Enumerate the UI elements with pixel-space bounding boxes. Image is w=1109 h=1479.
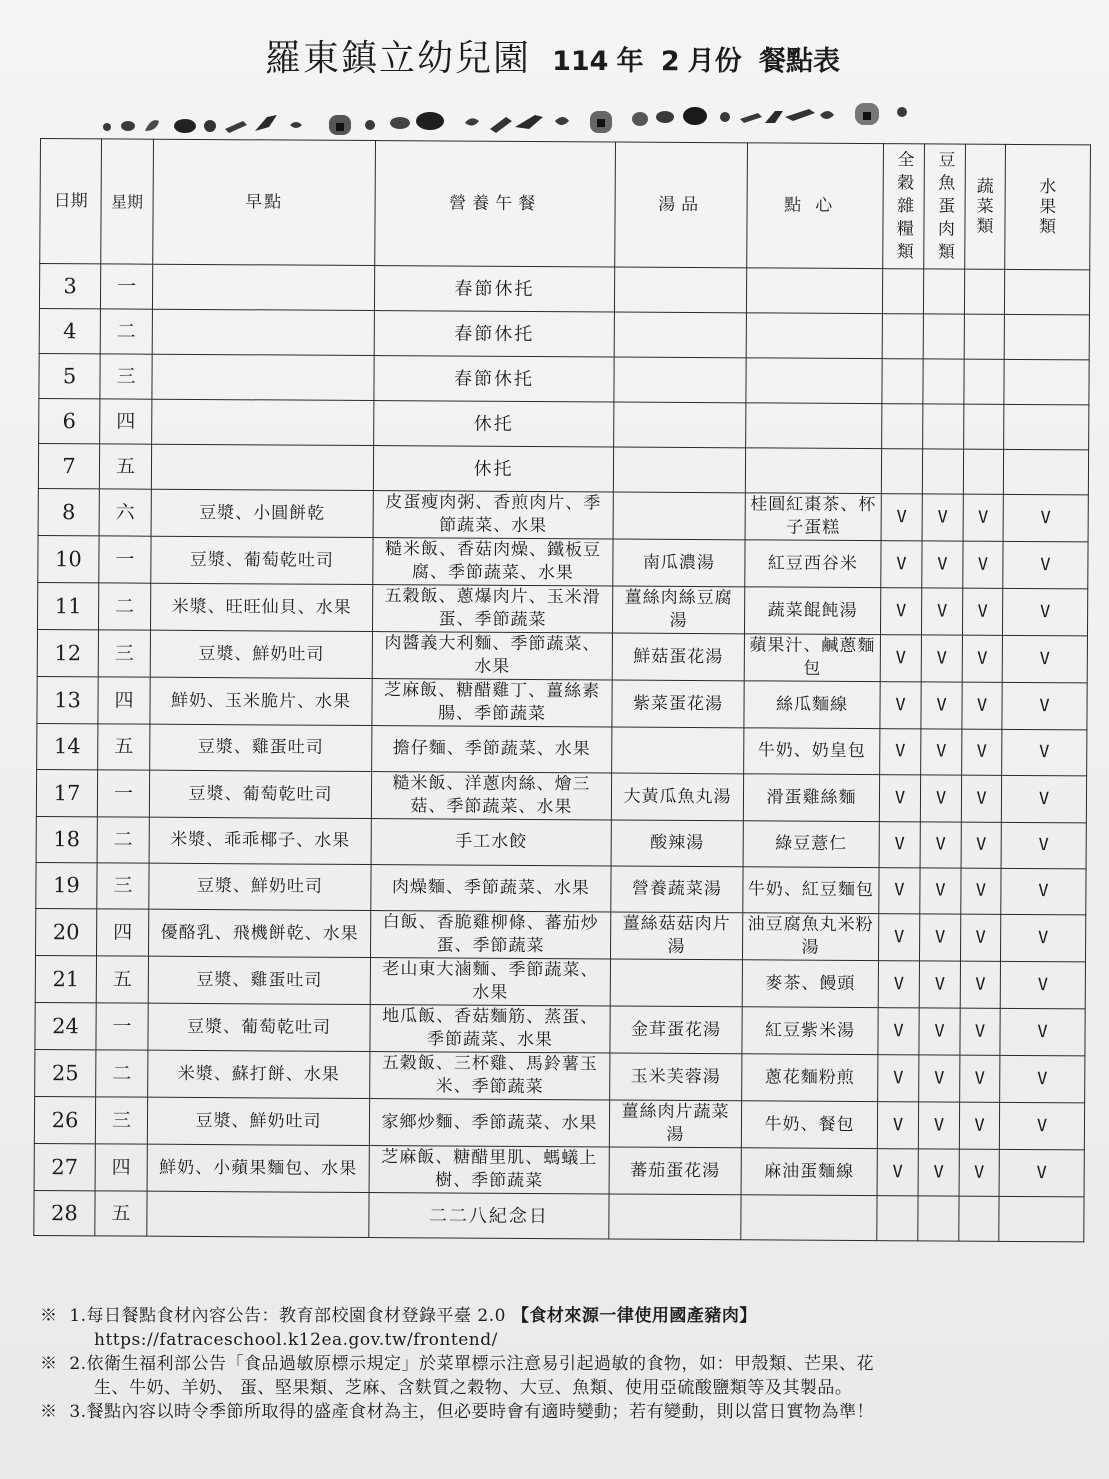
date-cell: 24 [35,1002,96,1049]
fruit-check: V [1000,914,1085,962]
lunch-cell: 手工水餃 [371,819,611,866]
lunch-cell: 五穀飯、蔥爆肉片、玉米滑蛋、季節蔬菜 [372,585,612,633]
fruit-check [999,1196,1084,1242]
breakfast-cell [147,1191,369,1237]
note-mark: ※ [40,1402,58,1422]
grain-check: V [881,494,922,541]
fruit-check: V [1002,682,1087,730]
snack-cell [741,1195,877,1241]
fruit-check [1004,359,1089,405]
date-cell: 8 [38,488,99,535]
date-cell: 10 [38,535,99,582]
lunch-cell: 春節休托 [374,311,614,357]
header-protein-label: 豆魚蛋肉類 [937,149,956,263]
weekday-cell: 一 [100,264,152,309]
fruit-check: V [1001,775,1086,823]
soup-cell: 蕃茄蛋花湯 [609,1147,741,1195]
table-row [35,1002,1085,1055]
snack-cell: 牛奶、餐包 [741,1101,877,1149]
date-cell: 4 [39,308,100,353]
vegetable-check: V [960,914,1000,961]
protein-check [923,404,964,449]
snack-cell: 蔬菜餛飩湯 [744,587,880,635]
vegetable-check: V [960,1055,1000,1102]
snack-cell [746,403,882,449]
lunch-cell: 老山東大滷麵、季節蔬菜、水果 [370,958,610,1006]
snack-cell [746,268,882,314]
soup-cell: 酸辣湯 [611,820,743,867]
vegetable-check: V [963,494,1003,541]
grain-check [881,449,922,494]
fruit-check: V [1003,541,1088,589]
fruit-check: V [999,1149,1084,1197]
protein-check [918,1196,959,1241]
snack-cell: 綠豆薏仁 [743,821,879,868]
snack-cell: 桂圓紅棗茶、杯子蛋糕 [745,493,881,541]
protein-check: V [922,541,963,588]
soup-cell [614,267,746,313]
vegetable-check: V [962,682,1002,729]
header-grain-label: 全穀雜糧類 [896,149,915,262]
lunch-cell: 地瓜飯、香菇麵筋、蒸蛋、季節蔬菜、水果 [370,1005,610,1053]
vegetable-check: V [963,541,1003,588]
grain-check: V [878,914,919,961]
snack-cell: 蘋果汁、鹹蔥麵包 [744,634,880,682]
weekday-cell: 三 [97,863,149,909]
breakfast-cell: 豆漿、雞蛋吐司 [148,956,370,1004]
protein-check: V [922,494,963,541]
grain-check: V [879,868,920,914]
lunch-cell: 肉醬義大利麵、季節蔬菜、水果 [372,632,612,680]
protein-check: V [918,1149,959,1196]
snack-cell: 牛奶、紅豆麵包 [743,867,879,914]
protein-check [923,359,964,404]
grain-check: V [878,1055,919,1102]
table-row [34,1190,1084,1241]
table-row [38,535,1088,588]
breakfast-cell: 豆漿、小圓餅乾 [151,489,373,537]
date-cell: 18 [36,816,97,862]
protein-check: V [921,588,962,635]
breakfast-cell: 豆漿、鮮奶吐司 [150,630,372,678]
table-row [39,308,1089,359]
header-fruit [1005,144,1091,270]
header-vegetable-label: 蔬菜類 [976,176,994,237]
lunch-cell: 五穀飯、三杯雞、馬鈴薯玉米、季節蔬菜 [370,1052,610,1100]
soup-cell [613,447,745,493]
vegetable-check: V [962,729,1002,775]
lunch-cell: 芝麻飯、糖醋雞丁、薑絲素腸、季節蔬菜 [372,679,612,727]
protein-check [923,269,964,314]
soup-cell [614,402,746,448]
vegetable-check: V [960,1008,1000,1055]
soup-cell: 紫菜蛋花湯 [612,680,744,728]
table-row [34,1096,1084,1149]
header-grain [883,144,925,269]
lunch-cell: 糙米飯、香菇肉燥、鐵板豆腐、季節蔬菜、水果 [373,538,613,586]
fruit-check: V [1000,961,1085,1009]
table-row [39,264,1089,315]
grain-check: V [878,961,919,1008]
lunch-cell: 二二八紀念日 [369,1193,609,1239]
grain-check: V [879,775,920,822]
weekday-cell: 二 [96,1050,148,1097]
fruit-check: V [1000,1008,1085,1056]
table-row [37,582,1087,635]
note-2-text-a: 2.依衛生福利部公告「食品過敏原標示規定」於菜單標示注意易引起過敏的食物，如：甲殼類、芒果、花 [69,1354,875,1374]
snack-cell [746,313,882,359]
table-row [39,398,1089,449]
protein-check: V [920,822,961,868]
date-cell: 27 [34,1143,95,1190]
breakfast-cell: 優酪乳、飛機餅乾、水果 [149,909,371,957]
date-cell: 5 [39,353,100,398]
breakfast-cell: 鮮奶、小蘋果麵包、水果 [147,1144,369,1192]
header-lunch: 營養午餐 [375,141,616,267]
header-snack: 點心 [747,143,884,269]
note-mark: ※ [40,1306,58,1326]
vegetable-check: V [961,822,1001,868]
date-cell: 7 [38,443,99,488]
lunch-cell: 芝麻飯、糖醋里肌、螞蟻上樹、季節蔬菜 [369,1146,609,1194]
grain-check [882,404,923,449]
grain-check [882,314,923,359]
grain-check: V [877,1102,918,1149]
soup-cell: 玉米芙蓉湯 [610,1053,742,1101]
date-cell: 17 [36,769,97,816]
protein-check: V [919,961,960,1008]
breakfast-cell: 米漿、蘇打餅、水果 [148,1050,370,1098]
table-row [35,955,1085,1008]
lunch-cell: 休托 [374,401,614,447]
table-row [38,443,1088,494]
date-cell: 12 [37,629,98,676]
table-row [36,862,1086,914]
document-name: 餐點表 [759,46,841,77]
fruit-check [1004,404,1089,450]
vegetable-check [964,359,1004,404]
year-unit: 年 [616,46,644,77]
lunch-cell: 白飯、香脆雞柳條、蕃茄炒蛋、季節蔬菜 [370,911,610,959]
note-3 [40,1400,1090,1424]
protein-check [923,314,964,359]
soup-cell: 薑絲菇菇肉片湯 [610,912,742,960]
date-cell: 11 [37,582,98,629]
weekday-cell: 三 [95,1097,147,1144]
snack-cell: 滑蛋雞絲麵 [743,774,879,822]
grain-check: V [881,541,922,588]
meal-schedule-table [33,138,1091,1242]
vegetable-check: V [962,588,1002,635]
date-cell: 28 [34,1190,95,1235]
protein-check: V [921,682,962,729]
vegetable-check [963,449,1003,494]
snack-cell: 麻油蛋麵線 [741,1148,877,1196]
breakfast-cell: 豆漿、葡萄乾吐司 [148,1003,370,1051]
month-value: 2 [660,46,680,77]
date-cell: 14 [37,723,98,769]
snack-cell: 牛奶、奶皇包 [744,728,880,775]
weekday-cell: 五 [95,1191,147,1236]
weekday-cell: 四 [97,909,149,956]
table-row [37,723,1087,775]
table-row [39,353,1089,404]
weekday-cell: 四 [98,677,150,724]
soup-cell [609,1194,741,1240]
lunch-cell: 春節休托 [374,266,614,312]
breakfast-cell [151,444,373,490]
grain-check: V [878,1008,919,1055]
table-body [34,264,1090,1242]
header-weekday: 星期 [101,139,154,264]
fruit-check [1004,269,1089,315]
lunch-cell: 春節休托 [374,356,614,402]
header-breakfast: 早點 [153,139,376,265]
table-row [36,816,1086,868]
weekday-cell: 四 [100,399,152,444]
date-cell: 25 [35,1049,96,1096]
snack-cell: 紅豆紫米湯 [742,1007,878,1055]
year-value: 114 [552,46,609,77]
protein-check: V [921,635,962,682]
fruit-check: V [1001,868,1086,915]
date-cell: 20 [36,908,97,955]
protein-check: V [919,914,960,961]
soup-cell [614,357,746,403]
weekday-cell: 三 [98,630,150,677]
grain-check: V [877,1149,918,1196]
vegetable-check [964,269,1004,314]
soup-cell: 金茸蛋花湯 [610,1006,742,1054]
weekday-cell: 一 [99,536,151,583]
protein-check: V [920,775,961,822]
vegetable-check: V [961,775,1001,822]
vegetable-check [959,1196,999,1241]
soup-cell: 鮮菇蛋花湯 [612,633,744,681]
soup-cell [612,727,744,774]
vegetable-check: V [959,1149,999,1196]
breakfast-cell [152,264,374,310]
grain-check: V [880,682,921,729]
weekday-cell: 三 [100,354,152,399]
vegetable-check: V [960,961,1000,1008]
snack-cell: 油豆腐魚丸米粉湯 [742,913,878,961]
footnotes [40,1304,1090,1424]
breakfast-cell: 豆漿、鮮奶吐司 [147,1097,369,1145]
vegetable-check: V [962,635,1002,682]
protein-check: V [919,1008,960,1055]
breakfast-cell: 豆漿、葡萄乾吐司 [151,536,373,584]
header-protein [924,144,966,269]
snack-cell [746,358,882,404]
fruit-check: V [1002,729,1087,776]
soup-cell [613,492,745,540]
grain-check: V [879,822,920,868]
breakfast-cell [152,399,374,445]
weekday-cell: 五 [99,444,151,489]
breakfast-cell: 米漿、乖乖椰子、水果 [149,817,371,864]
soup-cell: 薑絲肉絲豆腐湯 [612,586,744,634]
table-row [36,908,1086,961]
fruit-check: V [1002,635,1087,683]
weekday-cell: 二 [97,817,149,863]
table-row [38,488,1088,541]
note-2 [40,1352,1090,1376]
page-title [0,30,1109,81]
table-row [34,1143,1084,1196]
weekday-cell: 五 [96,956,148,1003]
protein-check: V [920,868,961,914]
year-month-label [548,46,844,77]
lunch-cell: 擔仔麵、季節蔬菜、水果 [372,726,612,773]
date-cell: 26 [34,1096,95,1143]
weekday-cell: 五 [98,724,150,770]
breakfast-cell: 豆漿、葡萄乾吐司 [149,770,371,818]
table-header-row [40,139,1091,270]
weekday-cell: 一 [96,1003,148,1050]
weekday-cell: 二 [98,583,150,630]
header-date: 日期 [40,139,102,264]
note-2-continued: 生、牛奶、羊奶、 蛋、堅果類、芝麻、含麩質之穀物、大豆、魚類、使用亞硫酸鹽類等及其製品。 [94,1378,853,1398]
date-cell: 13 [37,676,98,723]
protein-check: V [918,1102,959,1149]
note-mark: ※ [40,1354,58,1374]
date-cell: 6 [39,398,100,443]
protein-check: V [921,729,962,775]
snack-cell: 絲瓜麵線 [744,681,880,729]
header-fruit-label: 水果類 [1038,177,1057,238]
breakfast-cell: 豆漿、雞蛋吐司 [150,724,372,771]
table-row [37,676,1087,729]
snack-cell: 紅豆西谷米 [745,540,881,588]
table-row [37,629,1087,682]
vegetable-check: V [961,868,1001,914]
lunch-cell: 肉燥麵、季節蔬菜、水果 [371,865,611,912]
date-cell: 21 [35,955,96,1002]
weekday-cell: 四 [95,1144,147,1191]
fruit-check: V [999,1102,1084,1150]
lunch-cell: 皮蛋瘦肉粥、香煎肉片、季節蔬菜、水果 [373,491,613,539]
date-cell: 19 [36,862,97,908]
snack-cell [745,448,881,494]
note-1-text: 1.每日餐點食材內容公告：教育部校園食材登錄平臺 2.0 [69,1306,506,1326]
breakfast-cell: 豆漿、鮮奶吐司 [149,863,371,910]
breakfast-cell: 米漿、旺旺仙貝、水果 [150,583,372,631]
snack-cell: 麥茶、饅頭 [742,960,878,1008]
grain-check: V [880,588,921,635]
soup-cell [610,959,742,1007]
fruit-check: V [1003,494,1088,542]
header-soup: 湯品 [615,142,748,268]
soup-cell: 大黃瓜魚丸湯 [611,773,743,821]
fruit-check [1003,449,1088,495]
weekday-cell: 一 [97,770,149,817]
protein-check [922,449,963,494]
grain-check [877,1196,918,1241]
breakfast-cell [152,354,374,400]
protein-check: V [919,1055,960,1102]
grain-check [882,269,923,314]
food-icons-strip [95,103,925,137]
vegetable-check: V [959,1102,999,1149]
lunch-cell: 糙米飯、洋蔥肉絲、燴三菇、季節蔬菜、水果 [371,772,611,820]
breakfast-cell: 鮮奶、玉米脆片、水果 [150,677,372,725]
lunch-cell: 休托 [373,446,613,492]
note-1-url[interactable]: https://fatraceschool.k12ea.gov.tw/frontend/ [94,1330,498,1350]
note-3-text: 3.餐點內容以時令季節所取得的盛產食材為主，但必要時會有適時變動；若有變動，則以當日實物為準！ [69,1402,875,1422]
soup-cell: 營養蔬菜湯 [611,866,743,913]
soup-cell: 薑絲肉片蔬菜湯 [609,1100,741,1148]
grain-check: V [880,635,921,682]
school-name: 羅東鎮立幼兒園 [264,38,531,79]
food-decoration-divider [95,103,925,137]
fruit-check: V [1002,588,1087,636]
snack-cell: 蔥花麵粉煎 [742,1054,878,1102]
weekday-cell: 六 [99,489,151,536]
soup-cell [614,312,746,358]
note-1 [40,1304,1090,1328]
fruit-check: V [1000,1055,1085,1103]
grain-check [882,359,923,404]
weekday-cell: 二 [100,309,152,354]
date-cell: 3 [39,264,100,309]
fruit-check: V [1001,822,1086,869]
fruit-check [1004,314,1089,360]
vegetable-check [964,314,1004,359]
table-row [35,1049,1085,1102]
lunch-cell: 家鄉炒麵、季節蔬菜、水果 [369,1099,609,1147]
note-1-pork-notice: 【食材來源一律使用國產豬肉】 [511,1306,757,1326]
grain-check: V [880,729,921,775]
month-unit: 月份 [687,46,742,77]
header-vegetable [965,144,1006,269]
soup-cell: 南瓜濃湯 [613,539,745,587]
table-row [36,769,1086,822]
vegetable-check [964,404,1004,449]
breakfast-cell [152,309,374,355]
